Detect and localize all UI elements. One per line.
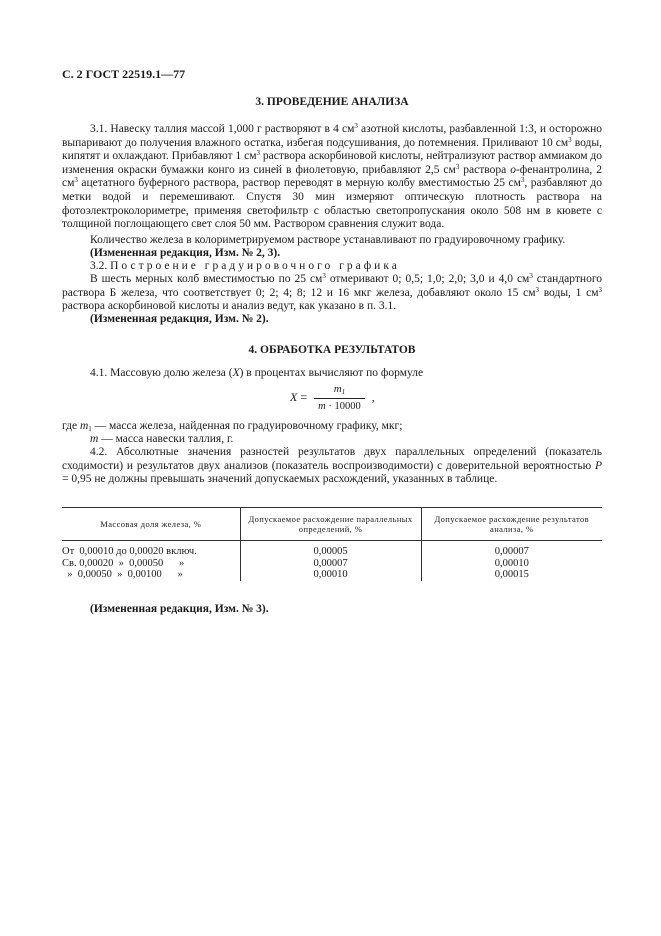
amendment-note-3: (Измененная редакция, Изм. № 3).: [90, 603, 269, 615]
section-3-title: 3. ПРОВЕДЕНИЕ АНАЛИЗА: [255, 96, 409, 108]
table-cell: » 0,00050 » 0,00100 »: [62, 569, 183, 580]
table-cell: 0,00010: [240, 569, 421, 581]
formula-tail: ,: [368, 390, 375, 405]
table-cell: 0,00007: [240, 558, 421, 570]
paragraph-3-2-heading: 3.2. Построение градуировочного графика: [90, 260, 400, 272]
paragraph-4-2: 4.2. Абсолютные значения разностей результатов двух параллельных определений (показатель сходимости) и результатов двух анализов (показатель воспроизводимости) с доверительной вероятностью P = 0,95 не должны превышать значений допускаемых расхождений, указанных в таблице.: [62, 446, 602, 486]
subsection-3-2-title: Построение градуировочного графика: [110, 260, 400, 272]
formula-where-m: m — масса навески таллия, г.: [90, 433, 234, 445]
table-cell: Св. 0,00020 » 0,00050 »: [62, 557, 185, 569]
table-cell: От 0,00010 до 0,00020 включ.: [62, 546, 197, 557]
formula-equals: =: [297, 390, 311, 405]
paragraph-3-1-note: Количество железа в колориметрируемом растворе устанавливают по градуировочному графику.: [90, 234, 566, 246]
header-iron-fraction: Массовая доля железа, %: [62, 508, 240, 541]
table-row: [62, 569, 602, 581]
paragraph-4-1: 4.1. Массовую долю железа (X) в процентах вычисляют по формуле: [90, 367, 424, 379]
header-parallel-tolerance: Допускаемое расхождение параллельных определений, %: [240, 508, 421, 541]
table-row: [62, 558, 602, 570]
iron-fraction-formula: [290, 383, 375, 413]
table-row: [62, 541, 602, 558]
formula-numerator: $m_1$: [333, 383, 346, 396]
header-analysis-tolerance: Допускаемое расхождение результатов анализа, %: [421, 508, 602, 541]
table-header-row: [62, 508, 602, 541]
formula-lhs: X: [290, 390, 298, 405]
table-cell: 0,00015: [421, 569, 602, 581]
tolerance-table: [62, 507, 602, 581]
table-cell: 0,00010: [421, 558, 602, 570]
section-4-title: 4. ОБРАБОТКА РЕЗУЛЬТАТОВ: [248, 344, 416, 356]
formula-denominator: m · 10000: [314, 398, 365, 414]
table-cell: 0,00005: [240, 541, 421, 558]
amendment-note-2: (Измененная редакция, Изм. № 2).: [90, 313, 269, 325]
paragraph-3-2: В шесть мерных колб вместимостью по 25 $см^3$ отмеривают 0; 0,5; 1,0; 2,0; 3,0 и 4,0 $см^3$ стандартного раствора Б железа, что соответствует 0; 2; 4; 8; 12 и 16 мкг железа, добавляют около 15 $см^3$ воды, 1 $см^3$ раствора аскорбиновой кислоты и анализ ведут, как указано в п. 3.1.: [62, 272, 602, 313]
formula-fraction: [314, 383, 365, 413]
formula-where-m1: где $m_1$ — масса железа, найденная по градуировочному графику, мкг;: [62, 420, 403, 433]
table-cell: 0,00007: [421, 541, 602, 558]
amendment-note-1: (Измененная редакция, Изм. № 2, 3).: [90, 247, 281, 259]
paragraph-3-1: 3.1. Навеску таллия массой 1,000 г растворяют в 4 $см^3$ азотной кислоты, разбавленной 1:3, и осторожно выпаривают до получения влажного остатка, избегая подсушивания, до потемнения. Приливают 10 $см^3$ воды, кипятят и охлаждают. Прибавляют 1 $см^3$ раствора аскорбиновой кислоты, нейтрализуют раствор аммиаком до изменения окраски бумажки конго из синей в фиолетовую, прибавляют 2,5 $см^3$ раствора о-фенантролина, 2 $см^3$ ацетатного буферного раствора, раствор переводят в мерную колбу вместимостью 25 $см^3$, разбавляют до метки водой и перемешивают. Спустя 30 мин измеряют оптическую плотность раствора на фотоэлектроколориметре, применяя светофильтр с областью светопропускания около 508 нм в кювете с толщиной поглощающего свет слоя 50 мм. Раствором сравнения служит вода.: [62, 122, 602, 231]
page-header: С. 2 ГОСТ 22519.1—77: [62, 67, 186, 81]
